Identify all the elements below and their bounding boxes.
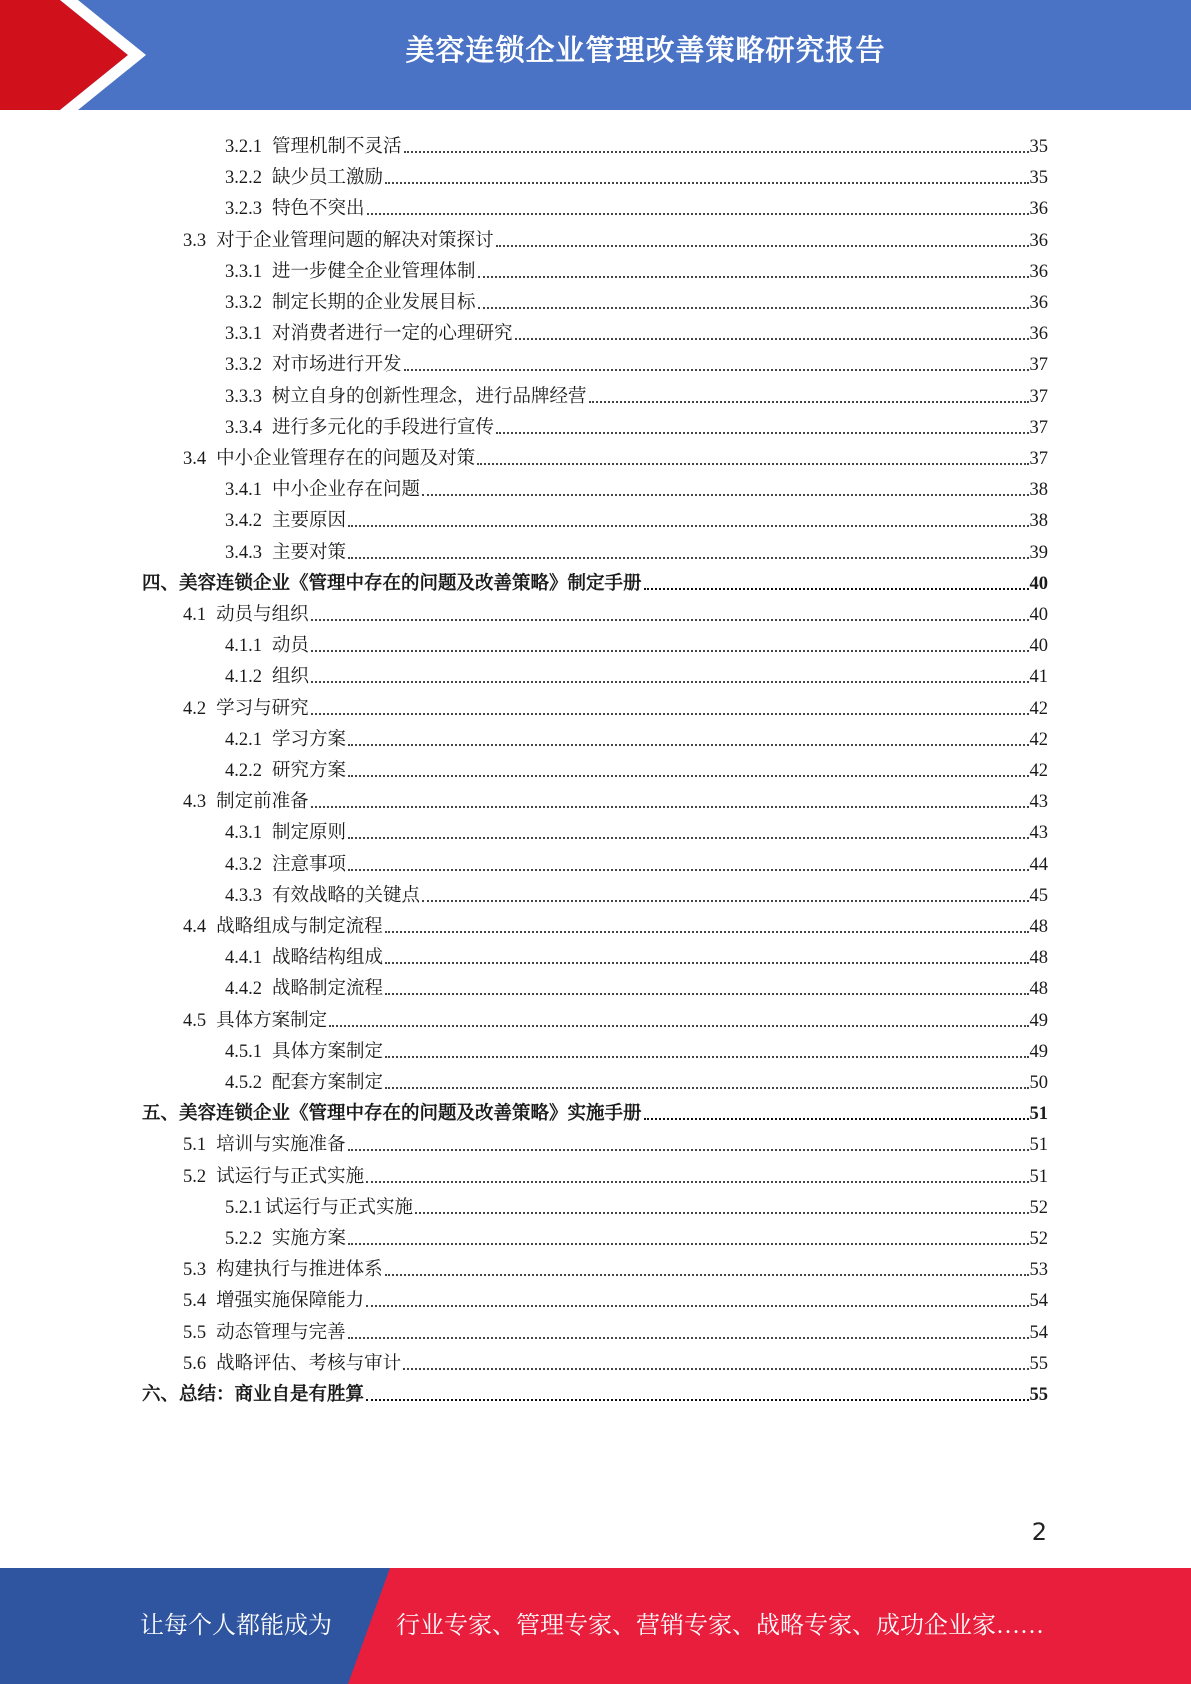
toc-dot-leader xyxy=(478,276,1029,278)
toc-entry-title: 进一步健全企业管理体制 xyxy=(272,261,476,282)
toc-entry-page: 55 xyxy=(1029,1353,1048,1374)
toc-entry-number: 3.4.1 xyxy=(225,480,262,501)
toc-entry-title: 制定长期的企业发展目标 xyxy=(272,293,476,313)
toc-dot-leader xyxy=(311,650,1028,652)
toc-entry-title: 对消费者进行一定的心理研究 xyxy=(272,324,513,345)
toc-dot-leader xyxy=(366,1305,1028,1307)
toc-entry-title: 树立自身的创新性理念，进行品牌经营 xyxy=(272,386,587,407)
toc-dot-leader xyxy=(422,900,1028,902)
toc-entry-number: 4.1.2 xyxy=(225,667,262,688)
toc-entry-number: 5.2.1 xyxy=(225,1197,262,1218)
toc-entry-title: 总结：商业自是有胜算 xyxy=(179,1385,365,1405)
document-title: 美容连锁企业管理改善策略研究报告 xyxy=(405,33,886,67)
toc-entry-title: 动员 xyxy=(272,636,310,657)
page-number: 2 xyxy=(1031,1518,1047,1546)
toc-entry[interactable] xyxy=(225,626,1048,657)
toc-entry-title: 配套方案制定 xyxy=(272,1073,384,1093)
toc-entry-title: 组织 xyxy=(272,667,310,688)
toc-entry-page: 37 xyxy=(1029,417,1048,438)
footer-slogan-right: 行业专家、管理专家、营销专家、战略专家、成功企业家…… xyxy=(396,1613,1044,1639)
toc-entry-title: 缺少员工激励 xyxy=(272,168,384,189)
toc-entry-page: 38 xyxy=(1029,480,1048,501)
toc-entry[interactable] xyxy=(225,533,1048,564)
toc-entry-number: 3.3 xyxy=(183,230,207,251)
toc-entry-page: 40 xyxy=(1029,636,1048,657)
toc-dot-leader xyxy=(496,432,1028,434)
toc-entry-number: 5.3 xyxy=(183,1260,207,1281)
toc-entry-page: 40 xyxy=(1029,605,1048,625)
toc-dot-leader xyxy=(403,1368,1028,1370)
toc-dot-leader xyxy=(477,463,1028,465)
toc-entry-number: 4.5 xyxy=(183,1010,207,1031)
toc-dot-leader xyxy=(311,713,1029,715)
toc-entry-title: 战略评估、考核与审计 xyxy=(216,1353,402,1374)
toc-entry-title: 制定原则 xyxy=(272,823,347,844)
toc-dot-leader xyxy=(589,401,1029,403)
toc-dot-leader xyxy=(329,1025,1028,1027)
toc-entry-number: 4.2.2 xyxy=(225,761,262,781)
toc-entry[interactable] xyxy=(225,1032,1048,1063)
toc-dot-leader xyxy=(385,182,1028,184)
toc-entry[interactable] xyxy=(225,127,1048,158)
toc-entry[interactable] xyxy=(225,720,1048,751)
toc-entry-title: 进行多元化的手段进行宣传 xyxy=(272,417,495,438)
toc-entry-title: 战略制定流程 xyxy=(272,979,384,1000)
toc-entry-page: 48 xyxy=(1029,917,1048,937)
toc-dot-leader xyxy=(385,1087,1028,1089)
toc-entry-number: 3.4 xyxy=(183,449,207,469)
toc-entry-page: 51 xyxy=(1029,1104,1048,1125)
toc-dot-leader xyxy=(385,1274,1029,1276)
toc-dot-leader xyxy=(348,837,1028,839)
toc-entry-page: 44 xyxy=(1029,854,1048,875)
toc-entry-number: 4.3.2 xyxy=(225,854,262,875)
toc-entry-number: 3.3.3 xyxy=(225,386,262,407)
toc-entry-title: 注意事项 xyxy=(272,854,347,875)
toc-entry-title: 美容连锁企业《管理中存在的问题及改善策略》制定手册 xyxy=(179,573,642,594)
toc-entry-page: 54 xyxy=(1029,1291,1048,1312)
toc-entry-number: 5.6 xyxy=(183,1353,207,1374)
toc-entry-page: 51 xyxy=(1029,1166,1048,1187)
toc-dot-leader xyxy=(348,557,1028,559)
toc-entry[interactable] xyxy=(142,1094,1048,1125)
toc-entry-title: 战略结构组成 xyxy=(272,948,384,969)
toc-dot-leader xyxy=(311,681,1028,683)
toc-entry-page: 40 xyxy=(1029,573,1048,594)
toc-entry[interactable] xyxy=(225,1188,1048,1219)
toc-entry[interactable] xyxy=(225,408,1048,439)
toc-entry-title: 增强实施保障能力 xyxy=(216,1291,365,1312)
toc-entry-page: 45 xyxy=(1029,885,1048,906)
toc-entry-page: 51 xyxy=(1029,1135,1048,1156)
toc-entry[interactable] xyxy=(142,1375,1048,1406)
toc-entry-number: 3.3.2 xyxy=(225,293,262,313)
toc-entry-number: 4.4.2 xyxy=(225,979,262,1000)
toc-dot-leader xyxy=(348,1243,1028,1245)
toc-dot-leader xyxy=(348,744,1028,746)
toc-entry-page: 42 xyxy=(1029,761,1048,781)
toc-entry-title: 试运行与正式实施 xyxy=(216,1166,365,1187)
footer-slogan-left: 让每个人都能成为 xyxy=(140,1613,332,1639)
toc-entry-number: 5.1 xyxy=(183,1135,207,1156)
toc-entry-number: 4.5.1 xyxy=(225,1041,262,1062)
toc-entry-page: 42 xyxy=(1029,698,1048,719)
toc-entry-number: 3.3.4 xyxy=(225,417,262,438)
toc-entry-title: 制定前准备 xyxy=(216,792,309,813)
toc-entry[interactable] xyxy=(225,1219,1048,1250)
toc-entry-number: 5.4 xyxy=(183,1291,207,1312)
toc-entry-page: 49 xyxy=(1029,1010,1048,1031)
toc-dot-leader xyxy=(311,806,1029,808)
toc-entry[interactable] xyxy=(183,1125,1048,1156)
toc-entry[interactable] xyxy=(225,252,1048,283)
toc-entry-title: 培训与实施准备 xyxy=(216,1135,346,1156)
toc-dot-leader xyxy=(478,307,1029,309)
toc-entry-number: 4.3.3 xyxy=(225,885,262,906)
toc-entry-number: 4.4 xyxy=(183,917,207,937)
toc-entry-page: 54 xyxy=(1029,1322,1048,1343)
toc-dot-leader xyxy=(348,1149,1029,1151)
toc-entry[interactable] xyxy=(225,283,1048,314)
toc-entry-title: 美容连锁企业《管理中存在的问题及改善策略》实施手册 xyxy=(179,1104,642,1125)
toc-dot-leader xyxy=(515,338,1029,340)
toc-entry-page: 36 xyxy=(1029,199,1048,220)
toc-entry-number: 4.1.1 xyxy=(225,636,262,657)
toc-entry-title: 主要原因 xyxy=(272,511,347,532)
toc-entry-title: 具体方案制定 xyxy=(216,1010,328,1031)
toc-entry-title: 管理机制不灵活 xyxy=(272,137,402,157)
toc-entry-number: 3.4.2 xyxy=(225,511,262,532)
toc-dot-leader xyxy=(496,245,1029,247)
toc-entry-title: 有效战略的关键点 xyxy=(272,885,421,906)
toc-entry[interactable] xyxy=(225,1063,1048,1094)
toc-dot-leader xyxy=(348,1337,1029,1339)
toc-entry-title: 构建执行与推进体系 xyxy=(216,1260,383,1281)
toc-entry-page: 36 xyxy=(1029,293,1048,313)
toc-entry-number: 4.5.2 xyxy=(225,1073,262,1093)
toc-entry-page: 41 xyxy=(1029,667,1048,688)
toc-entry-title: 对市场进行开发 xyxy=(272,355,402,376)
toc-entry[interactable] xyxy=(225,813,1048,844)
toc-entry[interactable] xyxy=(183,1344,1048,1375)
toc-entry[interactable] xyxy=(183,221,1048,252)
toc-entry-number: 5.5 xyxy=(183,1322,207,1343)
toc-entry-page: 52 xyxy=(1029,1229,1048,1249)
toc-entry-number: 3.2.2 xyxy=(225,168,262,189)
toc-entry-title: 研究方案 xyxy=(272,761,347,781)
toc-dot-leader xyxy=(311,619,1029,621)
toc-entry[interactable] xyxy=(183,689,1048,720)
toc-entry-page: 35 xyxy=(1029,168,1048,189)
toc-entry-page: 37 xyxy=(1029,386,1048,407)
toc-entry[interactable] xyxy=(183,782,1048,813)
toc-entry[interactable] xyxy=(225,345,1048,376)
toc-entry-page: 52 xyxy=(1029,1197,1048,1218)
toc-entry[interactable] xyxy=(225,470,1048,501)
toc-dot-leader xyxy=(366,1181,1028,1183)
toc-entry[interactable] xyxy=(225,377,1048,408)
toc-entry-number: 4.2 xyxy=(183,698,207,719)
toc-dot-leader xyxy=(385,962,1028,964)
toc-entry-title: 中小企业管理存在的问题及对策 xyxy=(216,449,476,469)
toc-entry-number: 3.3.2 xyxy=(225,355,262,376)
toc-entry[interactable] xyxy=(183,1250,1048,1281)
toc-entry-page: 36 xyxy=(1029,261,1048,282)
toc-dot-leader xyxy=(385,993,1028,995)
toc-entry-number: 5.2 xyxy=(183,1166,207,1187)
toc-entry-number: 3.2.1 xyxy=(225,137,262,157)
toc-dot-leader xyxy=(367,213,1029,215)
toc-entry-page: 36 xyxy=(1029,230,1048,251)
toc-entry-page: 48 xyxy=(1029,948,1048,969)
toc-entry-number: 5.2.2 xyxy=(225,1229,262,1249)
toc-entry-title: 战略组成与制定流程 xyxy=(216,917,383,937)
toc-entry-title: 试运行与正式实施 xyxy=(265,1197,414,1218)
toc-entry-page: 53 xyxy=(1029,1260,1048,1281)
toc-entry-number: 4.3 xyxy=(183,792,207,813)
toc-dot-leader xyxy=(644,588,1029,590)
toc-dot-leader xyxy=(644,1118,1029,1120)
toc-entry-page: 48 xyxy=(1029,979,1048,1000)
toc-entry-number: 3.2.3 xyxy=(225,199,262,220)
toc-entry-page: 35 xyxy=(1029,137,1048,157)
toc-entry[interactable] xyxy=(225,876,1048,907)
toc-entry-number: 4.4.1 xyxy=(225,948,262,969)
toc-entry-title: 实施方案 xyxy=(272,1229,347,1249)
toc-entry-number: 五、 xyxy=(142,1104,180,1125)
toc-entry[interactable] xyxy=(183,1157,1048,1188)
toc-entry-page: 50 xyxy=(1029,1073,1048,1093)
toc-entry[interactable] xyxy=(142,564,1048,595)
toc-dot-leader xyxy=(404,151,1029,153)
toc-entry-page: 49 xyxy=(1029,1041,1048,1062)
toc-entry[interactable] xyxy=(225,189,1048,220)
toc-dot-leader xyxy=(415,1212,1028,1214)
toc-dot-leader xyxy=(385,931,1029,933)
toc-entry-page: 39 xyxy=(1029,542,1048,563)
toc-entry-number: 3.3.1 xyxy=(225,324,262,345)
toc-entry[interactable] xyxy=(183,1281,1048,1312)
toc-entry-page: 37 xyxy=(1029,355,1048,376)
toc-entry[interactable] xyxy=(225,314,1048,345)
toc-entry[interactable] xyxy=(225,657,1048,688)
toc-dot-leader xyxy=(348,525,1028,527)
toc-dot-leader xyxy=(422,494,1028,496)
toc-entry-title: 学习与研究 xyxy=(216,698,309,719)
toc-entry-page: 43 xyxy=(1029,792,1048,813)
page-header xyxy=(0,0,1191,110)
toc-entry-number: 四、 xyxy=(142,573,180,594)
toc-entry[interactable] xyxy=(225,845,1048,876)
toc-entry-page: 36 xyxy=(1029,324,1048,345)
toc-entry[interactable] xyxy=(225,938,1048,969)
toc-entry[interactable] xyxy=(225,501,1048,532)
toc-entry-page: 42 xyxy=(1029,729,1048,750)
toc-entry-number: 4.1 xyxy=(183,605,207,625)
toc-entry-title: 具体方案制定 xyxy=(272,1041,384,1062)
toc-entry-page: 55 xyxy=(1029,1385,1048,1405)
toc-entry-page: 37 xyxy=(1029,449,1048,469)
toc-entry-title: 对于企业管理问题的解决对策探讨 xyxy=(216,230,494,251)
toc-entry[interactable] xyxy=(183,907,1048,938)
toc-entry[interactable] xyxy=(225,751,1048,782)
toc-entry-number: 4.3.1 xyxy=(225,823,262,844)
toc-entry[interactable] xyxy=(183,1313,1048,1344)
toc-entry-number: 六、 xyxy=(142,1385,180,1405)
toc-entry-page: 38 xyxy=(1029,511,1048,532)
toc-entry-number: 3.4.3 xyxy=(225,542,262,563)
toc-entry-title: 主要对策 xyxy=(272,542,347,563)
toc-entry[interactable] xyxy=(183,595,1048,626)
toc-entry[interactable] xyxy=(225,969,1048,1000)
toc-dot-leader xyxy=(366,1399,1028,1401)
toc-entry[interactable] xyxy=(183,439,1048,470)
toc-dot-leader xyxy=(348,775,1028,777)
toc-entry-number: 3.3.1 xyxy=(225,261,262,282)
toc-entry-number: 4.2.1 xyxy=(225,729,262,750)
toc-entry-title: 学习方案 xyxy=(272,729,347,750)
toc-dot-leader xyxy=(348,869,1028,871)
toc-entry-title: 动态管理与完善 xyxy=(216,1322,346,1343)
toc-dot-leader xyxy=(385,1056,1028,1058)
toc-entry[interactable] xyxy=(183,1001,1048,1032)
toc-dot-leader xyxy=(404,369,1029,371)
toc-entry-title: 特色不突出 xyxy=(272,199,365,220)
page-footer xyxy=(0,1568,1191,1684)
toc-entry-title: 动员与组织 xyxy=(216,605,309,625)
toc-entry[interactable] xyxy=(225,158,1048,189)
toc-entry-page: 43 xyxy=(1029,823,1048,844)
toc-entry-title: 中小企业存在问题 xyxy=(272,480,421,501)
